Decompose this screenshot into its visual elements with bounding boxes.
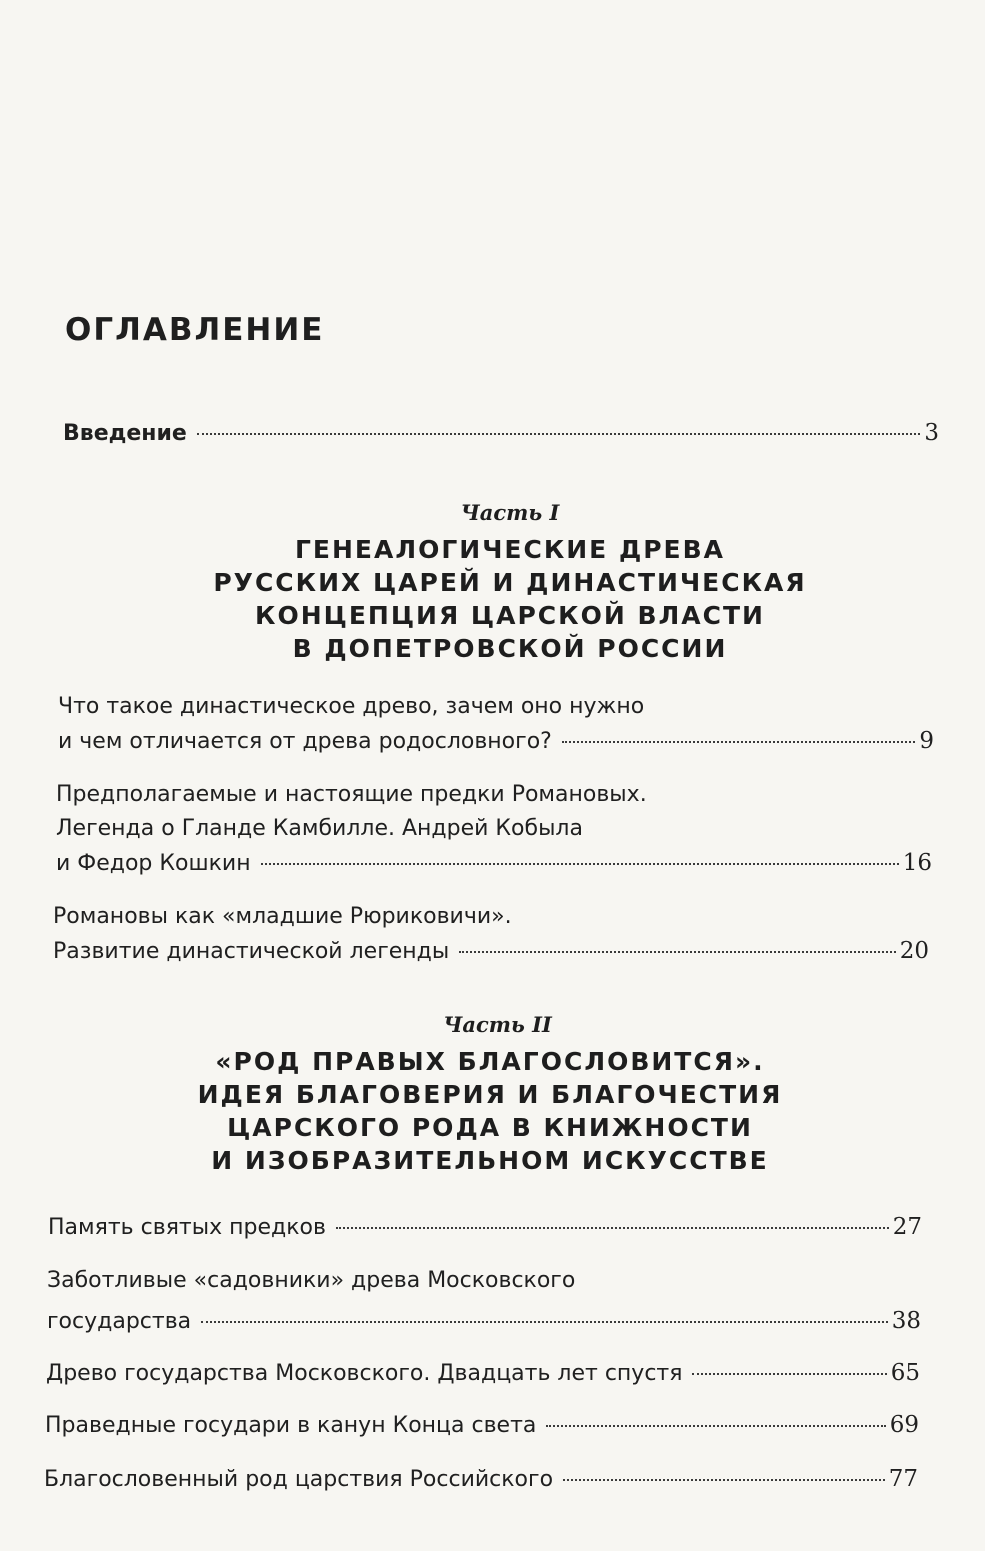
part-2-label: Часть II [443,1012,552,1037]
toc-entry-line: Благословенный род царствия Российского [44,1467,554,1492]
part-2-title-line: И ИЗОБРАЗИТЕЛЬНОМ ИСКУССТВЕ [211,1146,769,1175]
toc-entry[interactable] [46,1356,920,1391]
dot-leader [459,951,895,953]
toc-entry[interactable] [56,778,932,881]
toc-page-number: 16 [902,850,932,876]
toc-entry-line: Легенда о Гланде Камбилле. Андрей Кобыла [56,816,583,841]
toc-entry[interactable] [53,900,929,969]
toc-page-number: 27 [892,1214,922,1240]
toc-entry-line: Романовы как «младшие Рюриковичи». [53,904,512,929]
part-1-title-line: В ДОПЕТРОВСКОЙ РОССИИ [292,634,728,663]
part-1-title-line: РУССКИХ ЦАРЕЙ И ДИНАСТИЧЕСКАЯ [213,568,807,597]
part-2-title-line: ИДЕЯ БЛАГОВЕРИЯ И БЛАГОЧЕСТИЯ [197,1080,783,1109]
part-1-title-line: КОНЦЕПЦИЯ ЦАРСКОЙ ВЛАСТИ [255,601,765,630]
toc-page-number: 69 [889,1412,919,1438]
toc-heading: ОГЛАВЛЕНИЕ [65,312,325,348]
toc-entry-line: Праведные государи в канун Конца света [45,1413,537,1438]
toc-entry-line: Заботливые «садовники» древа Московского [47,1268,576,1293]
toc-page-number: 38 [891,1308,921,1334]
toc-entry[interactable] [45,1408,919,1443]
toc-entry-line: и Федор Кошкин [56,851,251,876]
part-2-title-line: «РОД ПРАВЫХ БЛАГОСЛОВИТСЯ». [215,1047,765,1076]
part-1-title [0,533,985,665]
part-2-title [0,1045,980,1177]
toc-entry-line: Развитие династической легенды [53,939,450,964]
part-2-title-line: ЦАРСКОГО РОДА В КНИЖНОСТИ [227,1113,753,1142]
toc-entry-line: Древо государства Московского. Двадцать лет спустя [46,1361,683,1386]
toc-entry[interactable] [48,1210,922,1245]
toc-entry-line: Память святых предков [48,1215,326,1240]
toc-page-number: 9 [919,728,934,754]
dot-leader [201,1321,888,1323]
toc-entry-line: Предполагаемые и настоящие предки Романовых. [56,782,647,807]
toc-page-number: 77 [888,1466,918,1492]
toc-entry[interactable] [47,1264,921,1339]
toc-entry[interactable] [44,1462,918,1497]
dot-leader [692,1373,886,1375]
toc-entry-line: государства [47,1309,192,1334]
part-1-label: Часть I [460,500,560,525]
toc-entry-line: Что такое династическое древо, зачем оно нужно [58,694,645,719]
dot-leader [546,1425,885,1427]
dot-leader [563,1479,885,1481]
dot-leader [562,741,916,743]
toc-page-number: 65 [890,1360,920,1386]
toc-page-number: 20 [899,938,929,964]
toc-entry-title: Введение [63,421,187,446]
toc-entry-line: и чем отличается от древа родословного? [58,729,552,754]
toc-page-number: 3 [924,420,939,446]
part-1-title-line: ГЕНЕАЛОГИЧЕСКИЕ ДРЕВА [294,535,726,564]
dot-leader [336,1227,889,1229]
toc-entry-intro[interactable] [63,416,939,451]
toc-entry[interactable] [58,690,934,759]
dot-leader [197,433,921,435]
dot-leader [261,863,899,865]
